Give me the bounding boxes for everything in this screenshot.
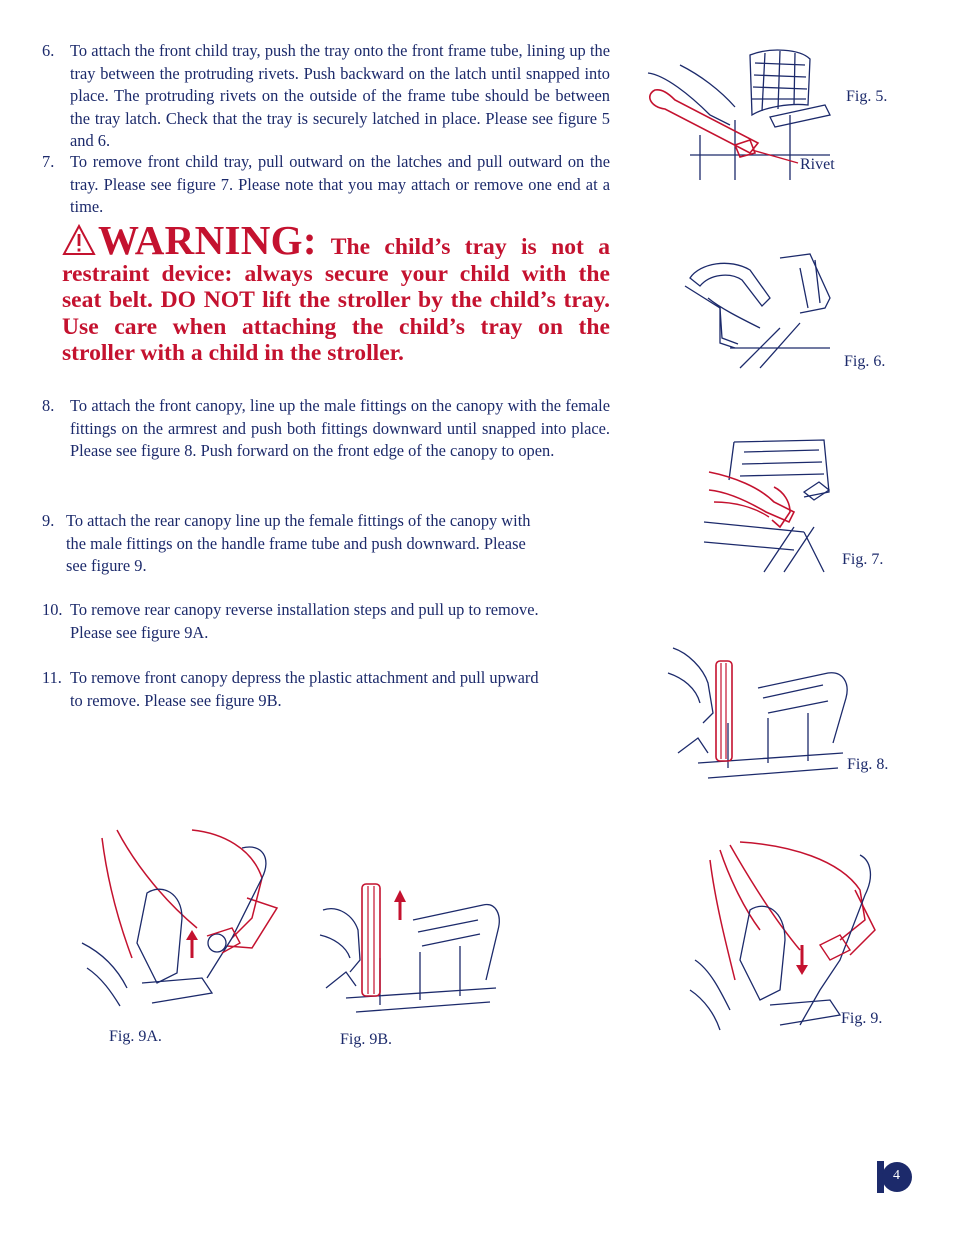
step-line: to remove. Please see figure 9B. bbox=[70, 690, 282, 710]
step-line: To attach the rear canopy line up the female fittings of the canopy with bbox=[66, 511, 531, 530]
warning-triangle-icon bbox=[62, 224, 96, 256]
figure-9b-illustration bbox=[318, 880, 503, 1020]
step-number: 6. bbox=[42, 41, 55, 60]
step-line: Please see figure 9A. bbox=[70, 622, 209, 642]
step-6 bbox=[42, 40, 610, 153]
step-text: To attach the front child tray, push the tray onto the front frame tube, lining up the tray between the protruding rivets. Push backward on the latch until snapped into place. The protruding rivets on the outside of the frame tube should be between the tray latch. Check that the tray is securely latched in place. Please see figure 5 and 6. bbox=[70, 41, 610, 151]
figure-9-caption: Fig. 9. bbox=[841, 1010, 883, 1027]
step-8 bbox=[42, 395, 610, 463]
step-number: 8. bbox=[42, 396, 55, 415]
figure-6-illustration bbox=[680, 248, 840, 373]
figure-8-illustration bbox=[668, 643, 853, 783]
step-number: 9. bbox=[42, 511, 55, 530]
step-line: To remove front canopy depress the plastic attachment and pull upward bbox=[70, 668, 539, 687]
step-text: To remove front child tray, pull outward on the latches and pull outward on the tray. Please see figure 7. Please note that you may attach or remove one end at a time. bbox=[70, 152, 610, 217]
figure-9b-caption: Fig. 9B. bbox=[340, 1031, 393, 1048]
warning-word: WARNING: bbox=[98, 217, 317, 263]
page-number: 4 bbox=[893, 1168, 900, 1183]
step-9 bbox=[42, 510, 610, 578]
figure-9-illustration bbox=[690, 840, 890, 1035]
step-text: To attach the front canopy, line up the male fittings on the canopy with the female fittings on the armrest and push both fittings downward until snapped into place. Please see figure 8. Push forward on the front edge of the canopy to open. bbox=[70, 396, 610, 461]
step-line: see figure 9. bbox=[66, 556, 147, 576]
step-line: the male fittings on the handle frame tube and push downward. Please bbox=[66, 533, 526, 553]
step-line: To remove rear canopy reverse installation steps and pull up to remove. bbox=[70, 600, 539, 619]
warning-text: The child’s tray is not a restraint device: always secure your child with the seat belt. DO NOT lift the stroller by the child’s tray. Use care when attaching the child’s tray on the stroller with a child in the stroller. bbox=[62, 234, 610, 367]
step-number: 10. bbox=[42, 600, 63, 619]
figure-6-caption: Fig. 6. bbox=[844, 353, 886, 370]
figure-7-caption: Fig. 7. bbox=[842, 551, 884, 568]
figure-9a-caption: Fig. 9A. bbox=[109, 1028, 162, 1045]
step-10 bbox=[42, 599, 610, 644]
step-11 bbox=[42, 667, 610, 712]
figure-8-caption: Fig. 8. bbox=[847, 756, 889, 773]
figure-9a-illustration bbox=[82, 828, 292, 1008]
step-number: 7. bbox=[42, 152, 55, 171]
figure-7-illustration bbox=[704, 432, 839, 574]
step-7 bbox=[42, 151, 610, 219]
warning-block bbox=[62, 217, 610, 367]
rivet-label: Rivet bbox=[800, 156, 835, 173]
step-number: 11. bbox=[42, 668, 62, 687]
figure-5-caption: Fig. 5. bbox=[846, 88, 888, 105]
